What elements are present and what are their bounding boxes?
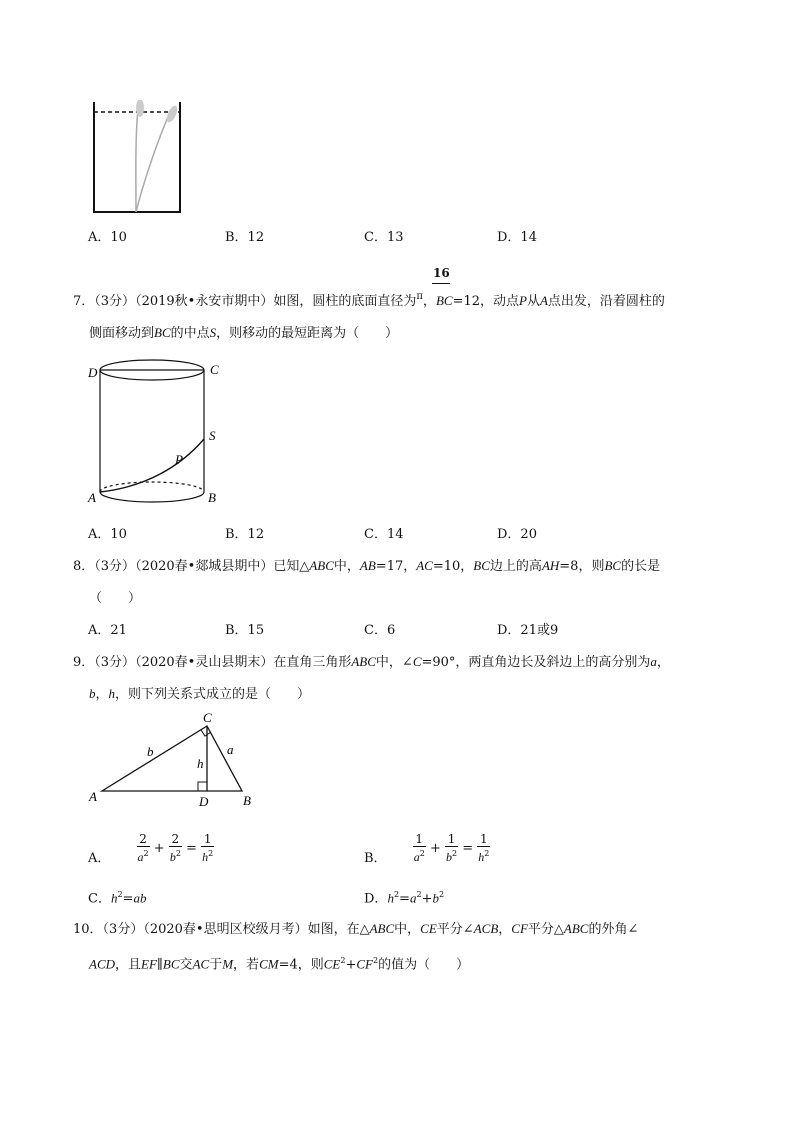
q7-var: BC <box>435 293 453 308</box>
frac-var: b <box>445 850 452 864</box>
q9-question-line1 <box>73 652 670 673</box>
q9-label-vertex-a: A <box>89 789 97 804</box>
q10-text: 如图，在△ <box>307 922 370 937</box>
q7-cylinder-figure <box>85 357 235 512</box>
q9-exp: 2 <box>117 890 123 899</box>
q9-option-c-letter: C． <box>88 891 111 907</box>
q7-text: 如图，圆柱的底面直径为 <box>273 294 417 309</box>
q9-eq: = <box>122 891 134 907</box>
q6-option-b: B．12 <box>225 230 265 245</box>
frac-exp: 2 <box>419 849 425 858</box>
q10-var: CE <box>323 956 341 972</box>
frac-exp: 2 <box>451 849 458 858</box>
q9-option-b-letter: B． <box>364 851 387 866</box>
q7-question-line2 <box>89 323 398 344</box>
q8-var: AC <box>416 558 433 573</box>
q9-option-a-letter: A． <box>88 851 111 866</box>
q9-var: h <box>110 890 118 906</box>
frac-num: 2 <box>137 833 150 847</box>
q8-text: 边上的高 <box>489 559 542 574</box>
frac-num: 2 <box>169 833 182 847</box>
frac-exp: 2 <box>484 849 490 858</box>
frac-den <box>169 847 182 864</box>
q9-option-d <box>364 886 444 908</box>
q9-text: ， <box>656 655 670 670</box>
q9-label-a-side: a <box>227 742 234 757</box>
q10-text: =4，则 <box>278 957 324 973</box>
q8-question-line1 <box>73 556 660 577</box>
q8-option-b: B．15 <box>225 623 265 638</box>
q7-diameter-fraction-numerator: 16 <box>433 266 450 280</box>
q10-exp: 2 <box>372 956 379 965</box>
q10-var: BC <box>162 956 180 972</box>
q9-eq: = <box>399 891 410 907</box>
q7-label-b: B <box>208 490 216 505</box>
q9-exp: 2 <box>393 890 400 899</box>
q9-score: （3分） <box>94 655 136 670</box>
q9-option-d-letter: D． <box>364 891 388 907</box>
q9-label-c: C <box>203 710 212 725</box>
q9-text: 中，∠ <box>375 655 413 670</box>
frac-num: 1 <box>445 833 458 847</box>
q7-source: （2019秋•永安市期中） <box>135 294 274 309</box>
q7-text: =12，动点 <box>452 294 519 309</box>
q9-text: =90°，两直角边长及斜边上的高分别为 <box>421 655 651 670</box>
q9-text: ，则下列关系式成立的是（ ） <box>115 687 311 702</box>
q7-var: A <box>539 293 548 308</box>
q9-option-a-frac2 <box>169 833 182 864</box>
q8-option-d: D．21或9 <box>497 623 559 638</box>
q7-label-s: S <box>209 428 216 443</box>
q9-exp: 2 <box>416 890 422 899</box>
q10-text: 于 <box>209 957 223 973</box>
q9-var: h <box>108 686 116 701</box>
q7-score: （3分） <box>94 294 136 309</box>
q10-text: 交 <box>179 957 193 973</box>
q7-text: ，则移动的最短距离为（ ） <box>216 326 399 341</box>
q9-var: C <box>412 654 422 669</box>
q9-plus: + <box>421 891 433 907</box>
frac-exp: 2 <box>175 849 181 858</box>
q8-text: 的长是 <box>621 559 661 574</box>
q10-text: 平分∠ <box>436 922 474 937</box>
frac-den <box>477 847 490 864</box>
q9-text: ， <box>95 687 109 702</box>
frac-exp: 2 <box>208 849 214 858</box>
q10-var: AC <box>192 956 210 972</box>
q10-var: ABC <box>563 921 589 936</box>
q10-text: + <box>345 957 357 973</box>
q8-number: 8． <box>73 559 95 574</box>
q9-right-angle-d <box>198 782 207 791</box>
q9-option-b <box>364 831 490 877</box>
q7-text: 从 <box>526 294 540 309</box>
q7-text: 侧面移动到 <box>89 326 155 341</box>
q6-reed-leaning <box>136 112 170 212</box>
frac-var: a <box>137 850 144 864</box>
frac-var: h <box>202 850 209 864</box>
q7-bottom-back <box>100 482 204 492</box>
q9-var: a <box>650 654 657 669</box>
q9-question-line2 <box>89 684 310 705</box>
q9-source: （2020春•灵山县期末） <box>135 655 274 670</box>
frac-num: 1 <box>201 833 214 847</box>
frac-den <box>445 847 458 864</box>
q10-text: ，若 <box>233 957 260 973</box>
frac-den <box>413 847 426 864</box>
q9-eq: = <box>186 841 197 856</box>
q8-var: ABC <box>309 558 334 573</box>
q7-var: S <box>209 325 217 340</box>
q6-reed-upright <box>136 108 138 212</box>
q7-var: BC <box>154 325 171 340</box>
q8-var: BC <box>473 558 490 573</box>
q7-option-c: C．14 <box>364 527 404 542</box>
q9-triangle-figure <box>85 708 265 810</box>
q7-text: ， <box>422 294 436 309</box>
q9-option-a-frac3 <box>201 833 214 864</box>
q8-text: 已知△ <box>273 559 310 574</box>
frac-den <box>201 847 214 864</box>
q9-eq: = <box>462 841 474 856</box>
q10-var: CM <box>259 956 279 972</box>
q7-label-c: C <box>210 362 219 377</box>
q9-option-a <box>88 831 214 877</box>
frac-exp: 2 <box>143 849 149 858</box>
q7-number: 7． <box>73 294 95 309</box>
q10-var: EF <box>141 956 157 972</box>
q10-text: 的值为（ ） <box>378 957 470 973</box>
q9-option-c <box>88 886 146 908</box>
q7-diameter-fraction-denominator: π <box>416 291 423 302</box>
q9-option-b-frac1 <box>413 833 426 864</box>
q8-question-line2: （ ） <box>89 591 142 606</box>
q7-var: P <box>519 293 527 308</box>
q7-text: 的中点 <box>170 326 210 341</box>
frac-den <box>137 847 150 864</box>
q7-bottom-front <box>100 492 204 502</box>
q10-text: 中， <box>394 922 421 937</box>
q6-option-d: D．14 <box>497 230 537 245</box>
q9-option-b-frac2 <box>445 833 458 864</box>
q8-var: AB <box>359 558 376 573</box>
q10-number: 10． <box>73 922 103 937</box>
q9-number: 9． <box>73 655 95 670</box>
q9-var: b <box>432 890 439 906</box>
q9-label-b-side: b <box>147 744 154 759</box>
q9-label-d: D <box>199 794 209 809</box>
q10-var: ABC <box>369 921 395 936</box>
q7-path-curve <box>100 439 204 492</box>
q7-option-b: B．12 <box>225 527 265 542</box>
q9-plus: + <box>429 841 441 856</box>
q7-option-a: A．10 <box>88 527 127 542</box>
q9-text: 在直角三角形 <box>273 655 352 670</box>
q10-var: CE <box>420 921 437 936</box>
frac-num: 1 <box>413 833 426 847</box>
q10-text: ∥ <box>156 957 163 973</box>
q7-label-d: D <box>88 365 98 380</box>
q10-var: CF <box>356 956 373 972</box>
frac-num: 1 <box>477 833 490 847</box>
q9-var: b <box>89 686 96 701</box>
q10-text: 平分△ <box>527 922 564 937</box>
q8-option-c: C．6 <box>364 623 396 638</box>
q7-label-p: P <box>175 452 183 467</box>
q7-label-a: A <box>88 490 96 505</box>
frac-var: b <box>169 850 176 864</box>
q7-text: 点出发，沿着圆柱的 <box>547 294 665 309</box>
q9-label-h: h <box>197 756 204 771</box>
q10-exp: 2 <box>340 956 346 965</box>
q10-var: CF <box>511 921 528 936</box>
q7-option-d: D．20 <box>497 527 537 542</box>
q7-diameter-fraction-bar <box>432 283 450 284</box>
q9-var: a <box>409 890 417 906</box>
q10-source: （2020春•思明区校级月考） <box>143 922 308 937</box>
q9-triangle <box>102 726 242 791</box>
q8-score: （3分） <box>94 559 136 574</box>
q10-var: M <box>222 956 234 972</box>
q10-question-line2 <box>89 951 469 975</box>
q8-text: =17， <box>375 559 417 574</box>
q9-var: ab <box>133 890 147 906</box>
q8-var: AH <box>541 558 560 573</box>
q10-var: ACD <box>89 956 115 972</box>
q10-score: （3分） <box>102 922 144 937</box>
q10-var: ACB <box>473 921 499 936</box>
q10-text: ， <box>498 922 512 937</box>
frac-var: a <box>413 850 420 864</box>
q8-text: =8，则 <box>559 559 605 574</box>
q9-option-a-frac1 <box>137 833 150 864</box>
q10-text: ，且 <box>115 957 142 973</box>
q8-text: 中， <box>333 559 360 574</box>
q7-question-line1 <box>73 287 665 312</box>
q9-plus: + <box>153 841 165 856</box>
q9-label-vertex-b: B <box>243 793 251 808</box>
q8-var: BC <box>604 558 622 573</box>
q6-figure <box>88 100 188 218</box>
q10-text: 的外角∠ <box>588 922 639 937</box>
q9-option-b-frac3 <box>477 833 490 864</box>
q8-source: （2020春•郯城县期中） <box>135 559 274 574</box>
q9-var: h <box>387 890 394 906</box>
frac-var: h <box>478 850 485 864</box>
q6-option-c: C．13 <box>364 230 404 245</box>
q6-option-a: A．10 <box>88 230 127 245</box>
q9-exp: 2 <box>438 890 445 899</box>
q8-text: =10， <box>432 559 474 574</box>
q9-var: ABC <box>351 654 376 669</box>
q8-option-a: A．21 <box>88 623 127 638</box>
q10-question-line1 <box>73 919 638 940</box>
